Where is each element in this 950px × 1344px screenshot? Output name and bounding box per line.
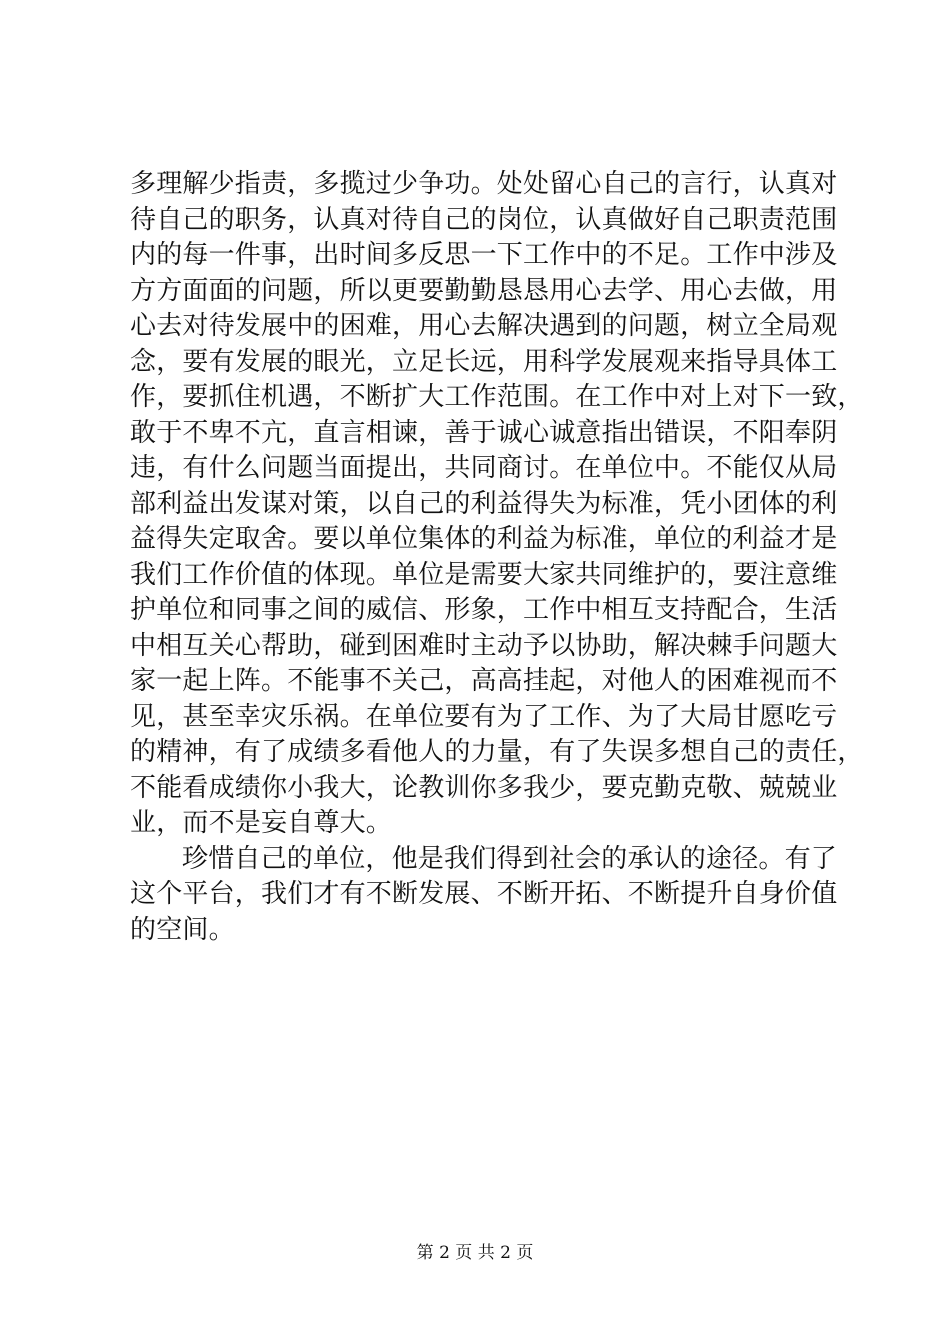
page-footer bbox=[0, 1241, 950, 1265]
text-line: 家一起上阵。不能事不关己，高高挂起，对他人的困难视而不 bbox=[130, 666, 838, 696]
text-line: 多理解少指责，多揽过少争功。处处留心自己的言行，认真对 bbox=[130, 169, 838, 199]
paragraph-2 bbox=[130, 842, 838, 949]
page-number: 第 2 页 共 2 页 bbox=[416, 1243, 534, 1263]
text-line: 待自己的职务，认真对待自己的岗位，认真做好自己职责范围 bbox=[130, 204, 838, 235]
text-line: 这个平台，我们才有不断发展、不断开拓、不断提升自身价值 bbox=[130, 879, 838, 909]
text-line: 护单位和同事之间的威信、形象，工作中相互支持配合，生活 bbox=[130, 595, 838, 625]
text-line: 内的每一件事，出时间多反思一下工作中的不足。工作中涉及 bbox=[130, 240, 838, 270]
text-line: 心去对待发展中的困难，用心去解决遇到的问题，树立全局观 bbox=[130, 311, 838, 341]
text-line: 作，要抓住机遇，不断扩大工作范围。在工作中对上对下一致， bbox=[130, 382, 864, 412]
text-line: 的精神，有了成绩多看他人的力量，有了失误多想自己的责任， bbox=[130, 737, 864, 767]
text-line: 业，而不是妄自尊大。 bbox=[130, 808, 393, 838]
text-line: 念，要有发展的眼光，立足长远，用科学发展观来指导具体工 bbox=[130, 346, 838, 377]
text-line: 我们工作价值的体现。单位是需要大家共同维护的，要注意维 bbox=[130, 559, 838, 590]
text-line: 违，有什么问题当面提出，共同商讨。在单位中。不能仅从局 bbox=[130, 453, 838, 483]
text-line: 不能看成绩你小我大，论教训你多我少，要克勤克敬、兢兢业 bbox=[130, 772, 838, 803]
body-text bbox=[130, 167, 864, 948]
text-line: 珍惜自己的单位，他是我们得到社会的承认的途径。有了 bbox=[182, 843, 838, 874]
text-line: 益得失定取舍。要以单位集体的利益为标准，单位的利益才是 bbox=[130, 524, 838, 554]
text-line: 部利益出发谋对策，以自己的利益得失为标准，凭小团体的利 bbox=[130, 488, 838, 519]
text-line: 的空间。 bbox=[130, 914, 235, 945]
text-line: 方方面面的问题，所以更要勤勤恳恳用心去学、用心去做，用 bbox=[130, 275, 838, 306]
text-line: 见，甚至幸灾乐祸。在单位要有为了工作、为了大局甘愿吃亏 bbox=[130, 701, 838, 732]
paragraph-1 bbox=[130, 167, 864, 842]
text-line: 中相互关心帮助，碰到困难时主动予以协助，解决棘手问题大 bbox=[130, 630, 838, 661]
text-line: 敢于不卑不亢，直言相谏，善于诚心诚意指出错误，不阳奉阴 bbox=[130, 417, 838, 448]
